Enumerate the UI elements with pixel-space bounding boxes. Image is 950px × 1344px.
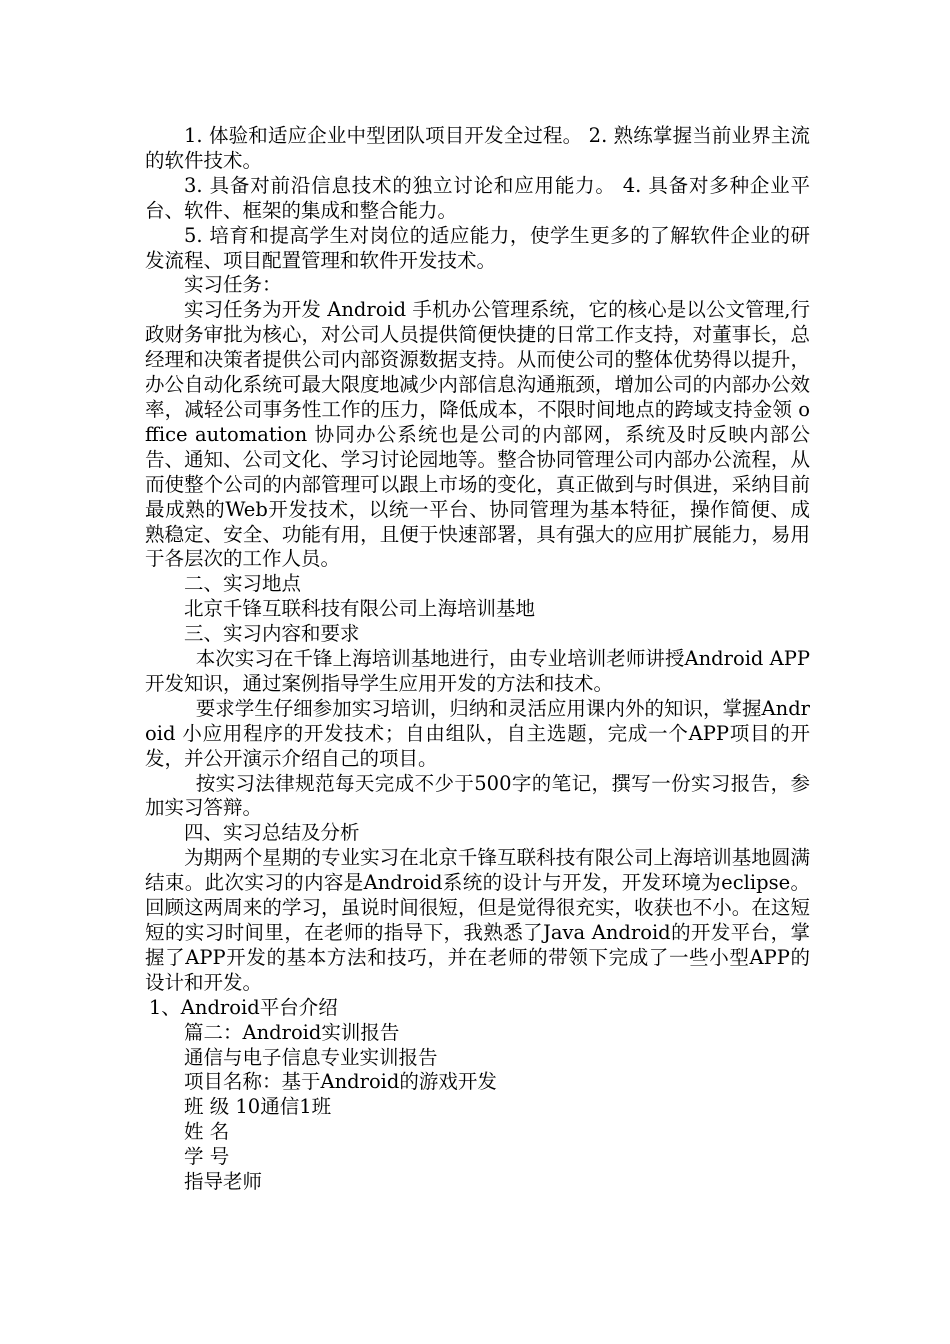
platform-intro-heading: 1、Android平台介绍 <box>148 995 338 1019</box>
student-id-field: 学 号 <box>184 1145 230 1169</box>
report-title: 通信与电子信息专业实训报告 <box>184 1045 438 1069</box>
goal-item-5: 5. 培育和提高学生对岗位的适应能力，使学生更多的了解软件企业的研发流程、项目配置管理和软件开发技术。 <box>145 223 810 272</box>
goal-item-3-4: 3. 具备对前沿信息技术的独立讨论和应用能力。 4. 具备对多种企业平台、软件、框架的集成和整合能力。 <box>145 173 810 222</box>
goal-item-1-2: 1. 体验和适应企业中型团队项目开发全过程。 2. 熟练掌握当前业界主流的软件技术。 <box>145 124 810 172</box>
section-heading-summary: 四、实习总结及分析 <box>184 821 360 845</box>
advisor-field: 指导老师 <box>184 1170 263 1194</box>
content-paragraph-3: 按实习法律规范每天完成不少于500字的笔记，撰写一份实习报告，参加实习答辩。 <box>145 771 810 820</box>
document-page <box>145 124 810 1195</box>
section-heading-location: 二、实习地点 <box>184 572 302 596</box>
class-field: 班 级 10通信1班 <box>184 1095 332 1119</box>
name-field: 姓 名 <box>184 1120 230 1144</box>
section-heading-content: 三、实习内容和要求 <box>184 622 360 646</box>
task-heading: 实习任务： <box>184 273 282 297</box>
summary-paragraph: 为期两个星期的专业实习在北京千锋互联科技有限公司上海培训基地圆满结束。此次实习的内容是Android系统的设计与开发，开发环境为eclipse。回顾这两周来的学习，虽说时间很短，但是觉得很充实，收获也不小。在这短短的实习时间里，在老师的指导下，我熟悉了Java Android的开发平台，掌握了APP开发的基本方法和技巧，并在老师的带领下完成了一些小型APP的设计和开发。 <box>145 846 810 994</box>
content-paragraph-2: 要求学生仔细参加实习培训，归纳和灵活应用课内外的知识，掌握Android 小应用程序的开发技术；自由组队，自主选题，完成一个APP项目的开发，并公开演示介绍自己的项目。 <box>145 696 810 770</box>
part-two-heading: 篇二：Android实训报告 <box>184 1020 400 1044</box>
location-text: 北京千锋互联科技有限公司上海培训基地 <box>184 597 536 621</box>
content-paragraph-1: 本次实习在千锋上海培训基地进行，由专业培训老师讲授Android APP开发知识，通过案例指导学生应用开发的方法和技术。 <box>145 647 810 695</box>
task-description: 实习任务为开发 Android 手机办公管理系统，它的核心是以公文管理,行政财务审批为核心，对公司人员提供简便快捷的日常工作支持，对董事长，总经理和决策者提供公司内部资源数据支持。从而使公司的整体优势得以提升，办公自动化系统可最大限度地减少内部信息沟通瓶颈，增加公司的内部办公效率，减轻公司事务性工作的压力，降低成本，不限时间地点的跨域支持金领 office automation 协同办公系统也是公司的内部网，系统及时反映内部公告、通知、公司文化、学习讨论园地等。整合协同管理公司内部办公流程，从而使整个公司的内部管理可以跟上市场的变化，真正做到与时俱进，采纳目前最成熟的Web开发技术，以统一平台、协同管理为基本特征，操作简便、成熟稳定、安全、功能有用，且便于快速部署，具有强大的应用扩展能力，易用于各层次的工作人员。 <box>145 298 810 571</box>
project-name-field: 项目名称：基于Android的游戏开发 <box>184 1070 497 1094</box>
